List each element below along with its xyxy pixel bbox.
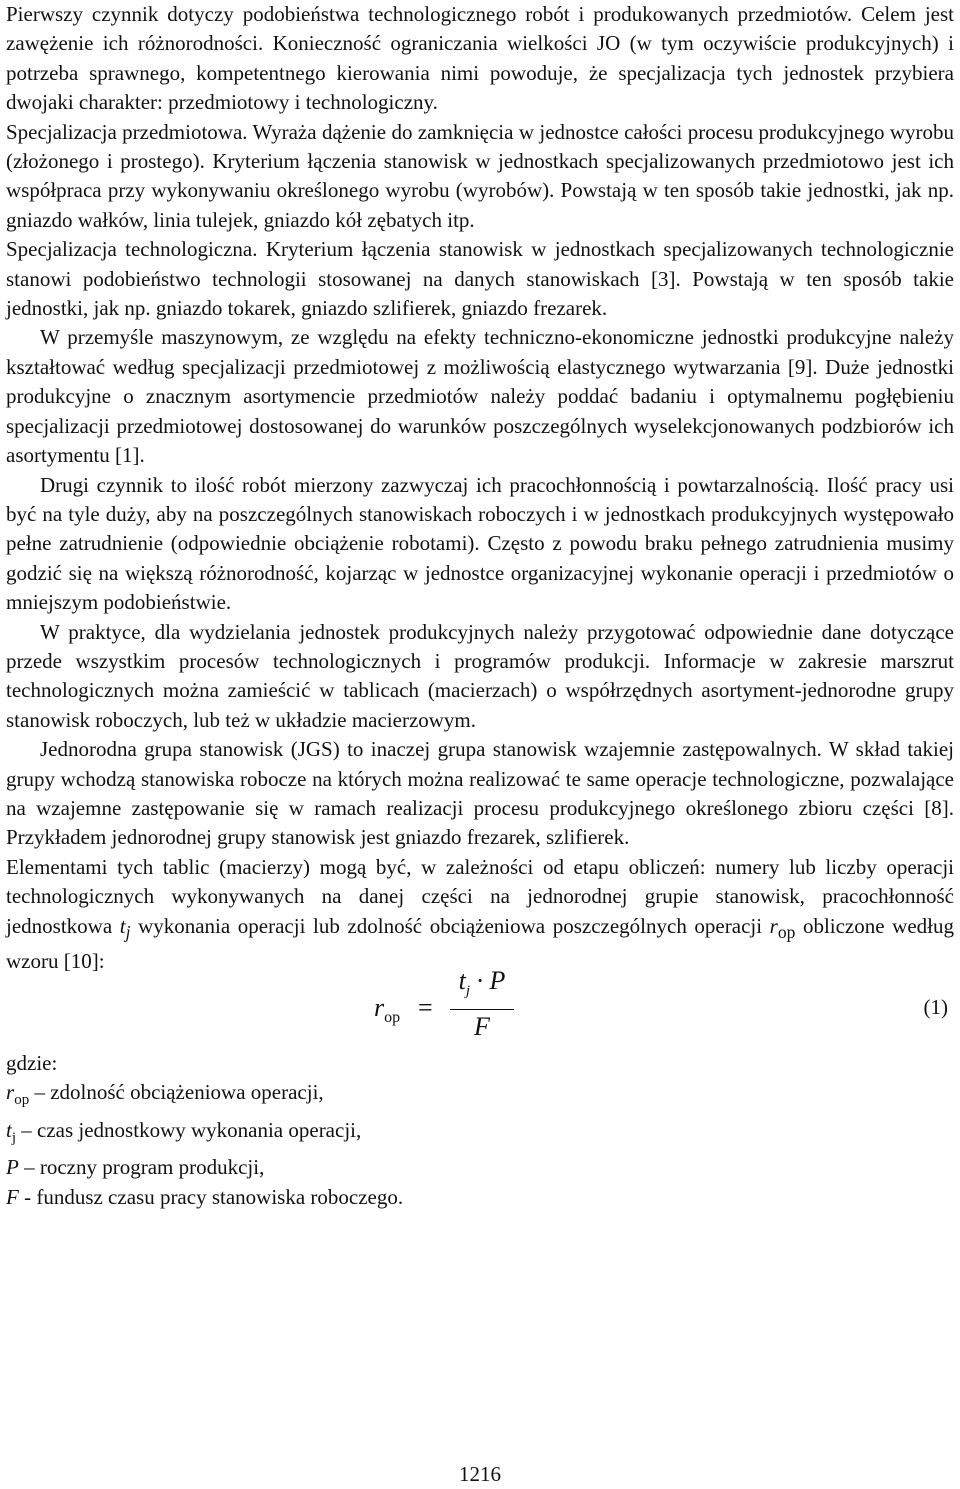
paragraph-8-text-c: obliczone według wzoru [10]: [6,913,954,974]
formula-num-t: t [458,965,466,995]
paragraph-3: Specjalizacja technologiczna. Kryterium łączenia stanowisk w jednostkach specjalizowanych technologicznie stanowi podobieństwo technologii stosowanej na danych stanowiskach [3]. Powstają w ten sposób takie jednostki, jak np. gniazdo tokarek, gniazdo szlifierek, gniazdo frezarek. [6,237,954,321]
definition-item [6,1116,954,1154]
paragraph-5: Drugi czynnik to ilość robót mierzony zazwyczaj ich pracochłonnością i powtarzalnością. Ilość pracy usi być na tyle duży, aby na poszczególnych stanowiskach roboczych i w jednostkach produkcyjnych występowało pełne zatrudnienie (odpowiednie obciążenie robotami). Często z powodu braku pełnego zatrudnienia musimy godzić się na większą różnorodność, kojarząc w jednostce organizacyjnej wykonanie operacji i przedmiotów o mniejszym podobieństwie. [6,472,954,615]
formula-equals: = [418,992,433,1022]
formula-num-dot: · [470,965,490,995]
formula-lhs [374,993,400,1033]
definition-symbol: F [6,1184,19,1209]
paragraph-8-text-a: Elementami tych tablic (macierzy) mogą być, w zależności od etapu obliczeń: numery lub liczby operacji technologicznych wykonywanych na danej części na jednorodnej grupie stanowisk, pracochłonność jednostkowa [6,854,954,938]
symbol-r-subscript: op [777,921,796,942]
definition-subscript: j [11,1129,17,1146]
definition-symbol: r [6,1080,15,1104]
formula-1 [6,965,954,1043]
definition-text: – roczny program produkcji, [18,1155,265,1180]
paragraph-7: Jednorodna grupa stanowisk (JGS) to inaczej grupa stanowisk wzajemnie zastępowalnych. W skład takiej grupy wchodzą stanowiska robocze na których można realizować te same operacje technologiczne, pozwalające na wzajemne zastępowanie się w ramach realizacji procesu produkcyjnego określonego zbioru części [8]. Przykładem jednorodnej grupy stanowisk jest gniazdo frezarek, szlifierek. [6,737,954,850]
paragraph-4: W przemyśle maszynowym, ze względu na efekty techniczno-ekonomiczne jednostki produkcyjne należy kształtować według specjalizacji przedmiotowej z możliwością elastycznego wytwarzania [9]. Duże jednostki produkcyjne o znacznym asortymencie przedmiotów należy poddać badaniu i optymalnemu pogłębieniu specjalizacji przedmiotowej dostosowanej do warunków poszczególnych wyselekcjonowanych podzbiorów ich asortymentu [1]. [6,325,954,468]
formula-num-subscript: j [465,982,470,999]
page-number: 1216 [459,1462,501,1486]
definition-text: – czas jednostkowy wykonania operacji, [16,1117,362,1142]
document-page [6,0,954,1212]
paragraph-1: Pierwszy czynnik dotyczy podobieństwa technologicznego robót i produkowanych przedmiotów. Celem jest zawężenie ich różnorodności. Konieczność ograniczania wielkości JO (w tym oczywiście produkcyjnych) i potrzeba sprawnego, kompetentnego kierowania nimi powoduje, że specjalizacja tych jednostek przybiera dwojaki charakter: przedmiotowy i technologiczny. [6,2,954,115]
definition-item [6,1078,954,1116]
formula-numerator [450,965,514,1010]
formula-number: (1) [923,994,948,1019]
paragraph-8-text-b: wykonania operacji lub zdolność obciążeniowa poszczególnych operacji [130,913,770,938]
definition-symbol: t [6,1117,12,1142]
formula-denominator: F [474,1011,490,1041]
formula-lhs-symbol: r [374,992,385,1022]
paragraph-2: Specjalizacja przedmiotowa. Wyraża dążenie do zamknięcia w jednostce całości procesu produkcyjnego wyrobu (złożonego i prostego). Kryterium łączenia stanowisk w jednostkach specjalizowanych przedmiotowo jest ich współpraca przy wykonywaniu określonego wyrobu (wyrobów). Powstają w ten sposób takie jednostki, jak np. gniazdo wałków, linia tulejek, gniazdo kół zębatych itp. [6,119,954,232]
definition-symbol: P [6,1155,19,1180]
definition-item [6,1183,954,1212]
definition-subscript: op [14,1092,30,1109]
definition-text: – zdolność obciążeniowa operacji, [29,1080,324,1104]
paragraph-8 [6,853,954,977]
symbol-t: t [119,913,126,938]
paragraph-6: W praktyce, dla wydzielania jednostek produkcyjnych należy przygotować odpowiednie dane dotyczące przede wszystkim procesów technologicznych i programów produkcji. Informacje w zakresie marszrut technologicznych można zamieścić w tablicach (macierzach) o współrzędnych asortyment-jednorodne grupy stanowisk roboczych, lub też w układzie macierzowym. [6,619,954,732]
definitions-list [6,1049,954,1212]
symbol-r: r [769,913,778,938]
formula-lhs-subscript: op [384,1008,401,1026]
definitions-intro: gdzie: [6,1050,58,1075]
formula-num-p: P [489,965,506,995]
symbol-t-subscript: j [125,921,131,942]
formula-fraction [450,965,514,1044]
definition-item [6,1153,954,1182]
definition-text: - fundusz czasu pracy stanowiska roboczego. [18,1184,404,1209]
